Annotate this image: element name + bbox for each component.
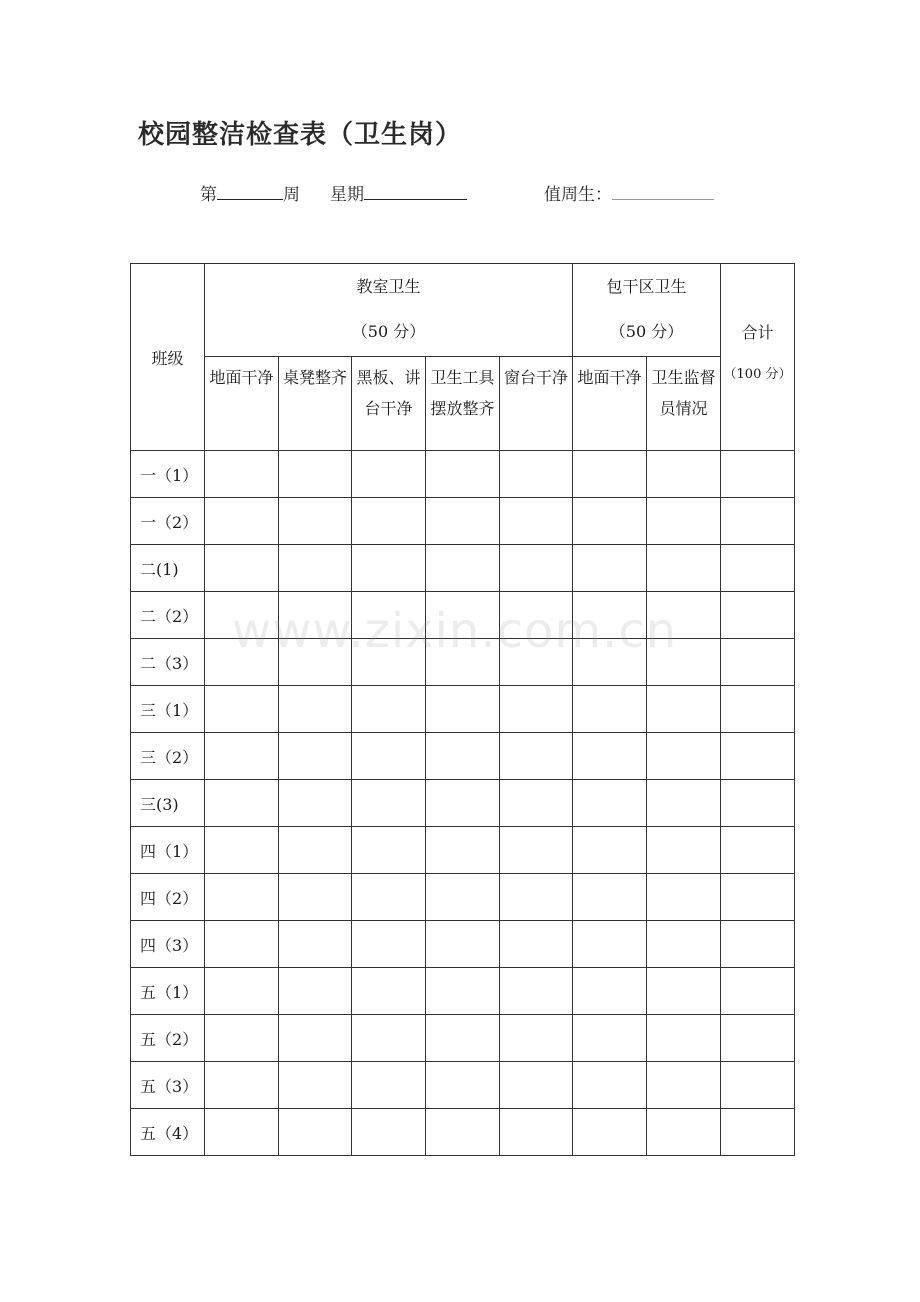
duty-label: 值周生： <box>544 185 612 205</box>
score-cell[interactable] <box>573 968 647 1015</box>
classroom-header <box>205 264 573 357</box>
score-cell[interactable] <box>573 1015 647 1062</box>
class-name-cell: 五（1） <box>131 968 205 1015</box>
class-name-cell: 三(3) <box>131 780 205 827</box>
score-cell[interactable] <box>500 968 573 1015</box>
score-cell[interactable] <box>426 780 500 827</box>
area-header <box>573 264 721 357</box>
score-cell[interactable] <box>205 780 279 827</box>
score-cell[interactable] <box>573 639 647 686</box>
table-row <box>131 592 795 639</box>
total-score-cell[interactable] <box>721 1015 795 1062</box>
score-cell[interactable] <box>352 451 426 498</box>
class-name-cell: 五（4） <box>131 1109 205 1156</box>
score-cell[interactable] <box>647 545 721 592</box>
score-cell[interactable] <box>279 874 352 921</box>
total-score-cell[interactable] <box>721 1062 795 1109</box>
total-score-cell[interactable] <box>721 686 795 733</box>
score-cell[interactable] <box>573 1062 647 1109</box>
score-cell[interactable] <box>205 827 279 874</box>
score-cell[interactable] <box>500 780 573 827</box>
area-score-label: （50 分） <box>609 322 684 341</box>
class-name-cell: 四（2） <box>131 874 205 921</box>
score-cell[interactable] <box>352 1062 426 1109</box>
class-name-cell: 一（2） <box>131 498 205 545</box>
score-cell[interactable] <box>352 921 426 968</box>
score-cell[interactable] <box>352 874 426 921</box>
score-cell[interactable] <box>426 1109 500 1156</box>
table-row <box>131 780 795 827</box>
score-cell[interactable] <box>647 968 721 1015</box>
table-row <box>131 498 795 545</box>
score-cell[interactable] <box>426 592 500 639</box>
class-name-cell: 一（1） <box>131 451 205 498</box>
score-cell[interactable] <box>205 498 279 545</box>
table-row <box>131 733 795 780</box>
score-cell[interactable] <box>647 451 721 498</box>
class-name-cell: 三（2） <box>131 733 205 780</box>
table-row <box>131 1062 795 1109</box>
score-cell[interactable] <box>279 827 352 874</box>
score-cell[interactable] <box>279 968 352 1015</box>
score-cell[interactable] <box>426 827 500 874</box>
sub-header-cell: 地面干净 <box>205 357 279 451</box>
score-cell[interactable] <box>279 592 352 639</box>
duty-blank[interactable] <box>612 183 714 200</box>
score-cell[interactable] <box>500 827 573 874</box>
page-title: 校园整洁检查表（卫生岗） <box>138 120 463 150</box>
score-cell[interactable] <box>352 1109 426 1156</box>
sub-header-cell: 卫生工具摆放整齐 <box>426 357 500 451</box>
score-cell[interactable] <box>573 686 647 733</box>
total-score-cell[interactable] <box>721 827 795 874</box>
score-cell[interactable] <box>279 733 352 780</box>
score-cell[interactable] <box>205 968 279 1015</box>
total-score-cell[interactable] <box>721 874 795 921</box>
score-cell[interactable] <box>647 498 721 545</box>
score-cell[interactable] <box>352 498 426 545</box>
sub-header-cell: 卫生监督员情况 <box>647 357 721 451</box>
score-cell[interactable] <box>500 639 573 686</box>
total-score-cell[interactable] <box>721 921 795 968</box>
score-cell[interactable] <box>573 827 647 874</box>
day-blank[interactable] <box>364 183 467 200</box>
score-cell[interactable] <box>279 1109 352 1156</box>
score-cell[interactable] <box>647 592 721 639</box>
score-cell[interactable] <box>500 451 573 498</box>
table-row <box>131 1109 795 1156</box>
day-label: 星期 <box>330 185 364 205</box>
total-score-cell[interactable] <box>721 1109 795 1156</box>
score-cell[interactable] <box>352 639 426 686</box>
total-score-cell[interactable] <box>721 968 795 1015</box>
score-cell[interactable] <box>279 780 352 827</box>
score-cell[interactable] <box>573 451 647 498</box>
score-cell[interactable] <box>573 780 647 827</box>
score-cell[interactable] <box>426 1062 500 1109</box>
score-cell[interactable] <box>352 827 426 874</box>
score-cell[interactable] <box>647 874 721 921</box>
score-cell[interactable] <box>352 733 426 780</box>
score-cell[interactable] <box>205 1062 279 1109</box>
class-name-cell: 四（1） <box>131 827 205 874</box>
week-field <box>200 180 300 205</box>
score-cell[interactable] <box>426 498 500 545</box>
inspection-table <box>130 263 795 1156</box>
score-cell[interactable] <box>205 686 279 733</box>
score-cell[interactable] <box>500 1015 573 1062</box>
score-cell[interactable] <box>279 451 352 498</box>
score-cell[interactable] <box>647 733 721 780</box>
score-cell[interactable] <box>352 545 426 592</box>
class-name-cell: 五（3） <box>131 1062 205 1109</box>
classroom-score-label: （50 分） <box>351 322 426 341</box>
class-name-cell: 四（3） <box>131 921 205 968</box>
table-row <box>131 639 795 686</box>
area-header-label: 包干区卫生 <box>606 277 687 296</box>
score-cell[interactable] <box>647 921 721 968</box>
score-cell[interactable] <box>426 686 500 733</box>
table-row <box>131 827 795 874</box>
score-cell[interactable] <box>500 1062 573 1109</box>
table-row <box>131 451 795 498</box>
score-cell[interactable] <box>205 733 279 780</box>
score-cell[interactable] <box>205 545 279 592</box>
score-cell[interactable] <box>573 545 647 592</box>
sub-header-cell: 窗台干净 <box>500 357 573 451</box>
score-cell[interactable] <box>647 827 721 874</box>
score-cell[interactable] <box>500 592 573 639</box>
watermark: www.zixin.com.cn <box>232 603 678 659</box>
week-suffix: 周 <box>283 185 300 205</box>
table-row <box>131 874 795 921</box>
table-row <box>131 921 795 968</box>
duty-field <box>544 180 714 205</box>
score-cell[interactable] <box>647 1109 721 1156</box>
score-cell[interactable] <box>500 874 573 921</box>
score-cell[interactable] <box>426 968 500 1015</box>
table-row <box>131 545 795 592</box>
class-name-cell: 二（2） <box>131 592 205 639</box>
week-prefix: 第 <box>200 185 217 205</box>
score-cell[interactable] <box>279 545 352 592</box>
score-cell[interactable] <box>573 592 647 639</box>
score-cell[interactable] <box>573 733 647 780</box>
score-cell[interactable] <box>426 545 500 592</box>
score-cell[interactable] <box>647 1062 721 1109</box>
score-cell[interactable] <box>352 592 426 639</box>
score-cell[interactable] <box>279 639 352 686</box>
total-score-cell[interactable] <box>721 733 795 780</box>
score-cell[interactable] <box>647 1015 721 1062</box>
score-cell[interactable] <box>500 498 573 545</box>
score-cell[interactable] <box>426 1015 500 1062</box>
score-cell[interactable] <box>647 686 721 733</box>
score-cell[interactable] <box>279 1015 352 1062</box>
score-cell[interactable] <box>426 451 500 498</box>
score-cell[interactable] <box>352 968 426 1015</box>
score-cell[interactable] <box>205 921 279 968</box>
score-cell[interactable] <box>426 874 500 921</box>
score-cell[interactable] <box>352 1015 426 1062</box>
score-cell[interactable] <box>573 874 647 921</box>
total-score-cell[interactable] <box>721 592 795 639</box>
week-blank[interactable] <box>217 183 283 200</box>
score-cell[interactable] <box>279 498 352 545</box>
score-cell[interactable] <box>573 498 647 545</box>
total-score-label: （100 分） <box>723 367 792 382</box>
classroom-header-label: 教室卫生 <box>356 277 421 296</box>
class-name-cell: 二（3） <box>131 639 205 686</box>
score-cell[interactable] <box>426 921 500 968</box>
total-score-cell[interactable] <box>721 639 795 686</box>
class-name-cell: 二(1) <box>131 545 205 592</box>
table-row <box>131 686 795 733</box>
score-cell[interactable] <box>205 874 279 921</box>
score-cell[interactable] <box>205 1015 279 1062</box>
total-header-label: 合计 <box>741 323 774 342</box>
score-cell[interactable] <box>647 780 721 827</box>
class-name-cell: 三（1） <box>131 686 205 733</box>
score-cell[interactable] <box>500 545 573 592</box>
sub-header-cell: 黑板、讲台干净 <box>352 357 426 451</box>
score-cell[interactable] <box>500 921 573 968</box>
score-cell[interactable] <box>500 733 573 780</box>
score-cell[interactable] <box>205 451 279 498</box>
score-cell[interactable] <box>205 639 279 686</box>
score-cell[interactable] <box>279 921 352 968</box>
sub-header-cell: 地面干净 <box>573 357 647 451</box>
sub-header-cell: 桌凳整齐 <box>279 357 352 451</box>
total-score-cell[interactable] <box>721 498 795 545</box>
score-cell[interactable] <box>279 1062 352 1109</box>
score-cell[interactable] <box>205 592 279 639</box>
score-cell[interactable] <box>426 639 500 686</box>
score-cell[interactable] <box>426 733 500 780</box>
table-row <box>131 968 795 1015</box>
score-cell[interactable] <box>573 921 647 968</box>
score-cell[interactable] <box>500 1109 573 1156</box>
score-cell[interactable] <box>647 639 721 686</box>
total-header <box>721 264 795 451</box>
total-score-cell[interactable] <box>721 451 795 498</box>
total-score-cell[interactable] <box>721 780 795 827</box>
score-cell[interactable] <box>352 686 426 733</box>
score-cell[interactable] <box>205 1109 279 1156</box>
score-cell[interactable] <box>352 780 426 827</box>
table-row <box>131 1015 795 1062</box>
total-score-cell[interactable] <box>721 545 795 592</box>
day-field <box>330 180 467 205</box>
class-header: 班级 <box>131 264 205 451</box>
score-cell[interactable] <box>500 686 573 733</box>
score-cell[interactable] <box>573 1109 647 1156</box>
score-cell[interactable] <box>279 686 352 733</box>
class-name-cell: 五（2） <box>131 1015 205 1062</box>
